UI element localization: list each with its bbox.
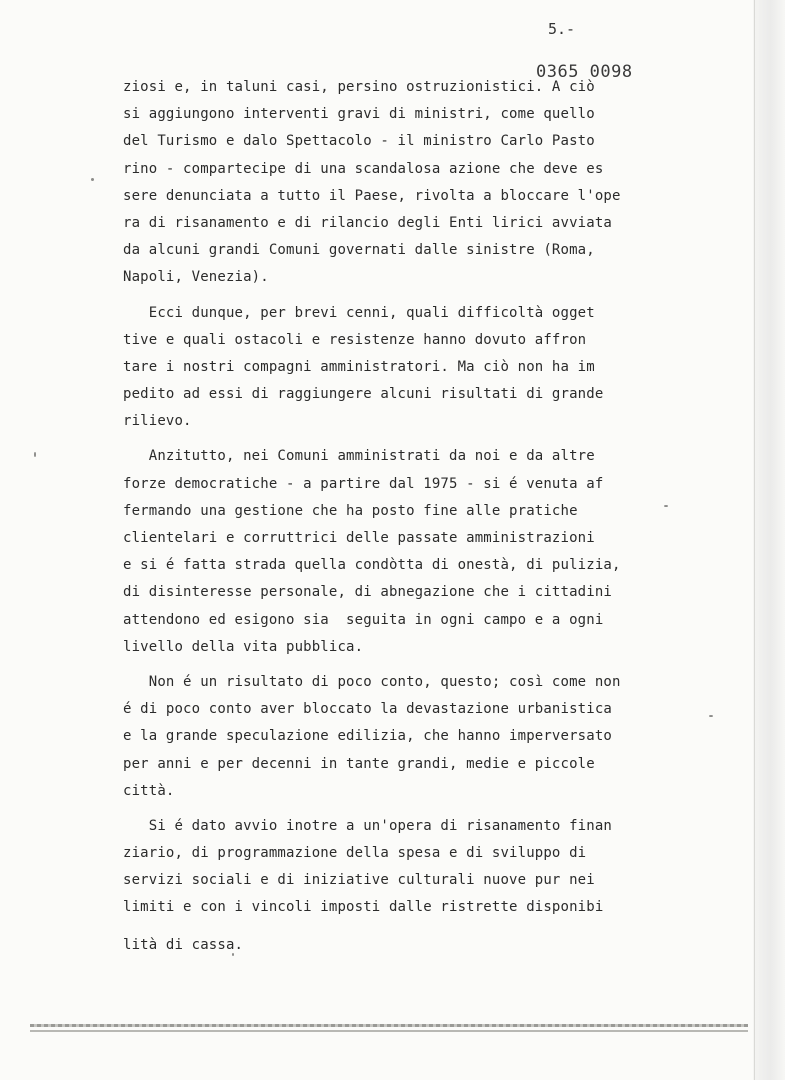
page-edge-line [754, 0, 755, 1080]
paragraph [123, 74, 683, 292]
archive-stamp-number: 0365 0098 [536, 62, 633, 82]
page-edge-shadow [753, 0, 785, 1080]
text-line: ra di risanamento e di rilancio degli Enti lirici avviata [123, 214, 612, 231]
text-line: per anni e per decenni in tante grandi, medie e piccole [123, 755, 595, 772]
paper-speck [34, 452, 36, 457]
text-line: si aggiungono interventi gravi di ministri, come quello [123, 106, 595, 123]
text-line: Anzitutto, nei Comuni amministrati da noi e da altre [123, 448, 595, 465]
paper-speck [91, 178, 94, 181]
paragraph [123, 669, 683, 805]
text-line: Napoli, Venezia). [123, 269, 269, 286]
text-line: e la grande speculazione edilizia, che hanno imperversato [123, 728, 612, 745]
text-line: rino - compartecipe di una scandalosa azione che deve es [123, 160, 604, 177]
text-line: ziario, di programmazione della spesa e di sviluppo di [123, 845, 587, 862]
text-line: rilievo. [123, 413, 192, 430]
text-line: di disinteresse personale, di abnegazione che i cittadini [123, 584, 612, 601]
typed-body-text [123, 74, 683, 959]
text-line: città. [123, 782, 175, 799]
page-number: 5.- [548, 20, 576, 38]
text-line: attendono ed esigono sia seguita in ogni campo e a ogni [123, 611, 604, 628]
text-line: é di poco conto aver bloccato la devastazione urbanistica [123, 701, 612, 718]
paragraph [123, 300, 683, 436]
text-line: servizi sociali e di iniziative culturali nuove pur nei [123, 872, 595, 889]
text-line: fermando una gestione che ha posto fine alle pratiche [123, 502, 578, 519]
text-line: pedito ad essi di raggiungere alcuni risultati di grande [123, 386, 604, 403]
text-line: Non é un risultato di poco conto, questo; così come non [123, 673, 621, 690]
page-bottom-border [30, 1024, 748, 1027]
page-bottom-border-shadow [30, 1030, 748, 1032]
text-line: ziosi e, in taluni casi, persino ostruzionistici. A ciò [123, 79, 595, 95]
text-line: forze democratiche - a partire dal 1975 - si é venuta af [123, 475, 604, 492]
paper-speck [232, 953, 234, 956]
paragraph [123, 443, 683, 661]
text-line: clientelari e corruttrici delle passate amministrazioni [123, 530, 595, 546]
text-line: Ecci dunque, per brevi cenni, quali difficoltà ogget [123, 304, 595, 321]
text-line: livello della vita pubblica. [123, 638, 364, 655]
paragraph [123, 813, 683, 959]
paper-speck [709, 715, 713, 717]
text-line: da alcuni grandi Comuni governati dalle sinistre (Roma, [123, 242, 595, 259]
text-line: limiti e con i vincoli imposti dalle ristrette disponibi [123, 899, 604, 916]
text-line: e si é fatta strada quella condòtta di onestà, di pulizia, [123, 557, 621, 574]
paper-speck [664, 505, 668, 507]
text-line: Si é dato avvio inotre a un'opera di risanamento finan [123, 817, 612, 834]
text-line: sere denunciata a tutto il Paese, rivolta a bloccare l'ope [123, 187, 621, 204]
text-line: del Turismo e dalo Spettacolo - il ministro Carlo Pasto [123, 133, 595, 150]
text-line: tare i nostri compagni amministratori. Ma ciò non ha im [123, 358, 595, 375]
text-line: lità di cassa. [123, 936, 244, 953]
text-line: tive e quali ostacoli e resistenze hanno dovuto affron [123, 331, 587, 348]
